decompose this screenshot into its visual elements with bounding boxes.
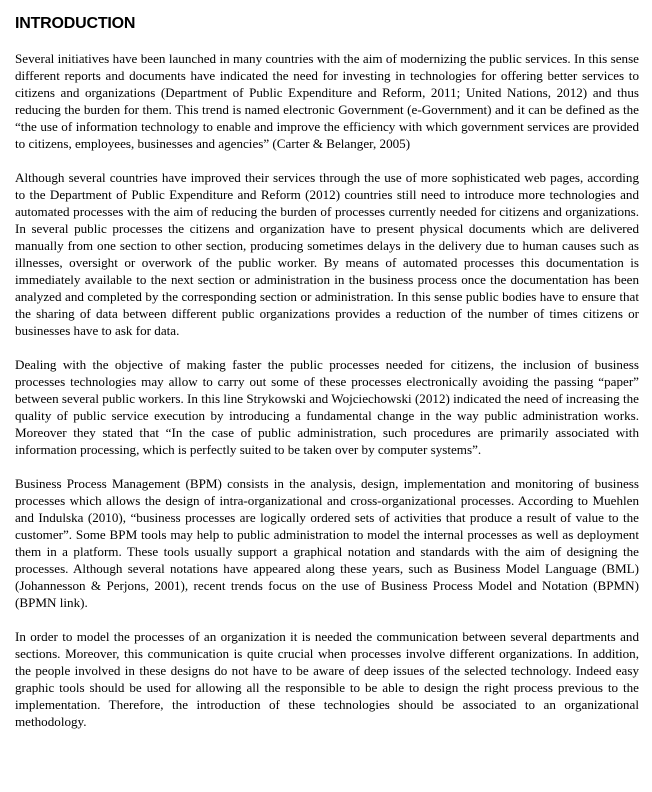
paragraph-3: Dealing with the objective of making faster the public processes needed for citizens, the inclusion of business processes technologies may allow to carry out some of these processes electronically avoiding the passing “paper” between several public workers. In this line Strykowski and Wojciechowski (2012) indicated the need of increasing the quality of public service execution by introducing a fundamental change in the way public administration works. Moreover they stated that “In the case of public administration, such procedures are primarily associated with information processing, which is perfectly suited to be taken over by computer systems”. [15, 357, 639, 457]
section-heading: INTRODUCTION [15, 15, 136, 32]
paragraph-4: Business Process Management (BPM) consists in the analysis, design, implementation and monitoring of business processes which allows the design of intra-organizational and cross-organizational processes. According to Muehlen and Indulska (2010), “business processes are logically ordered sets of activities that produce a result of value to the customer”. Some BPM tools may help to public administration to model the internal processes as well as deployment them in a platform. These tools usually support a graphical notation and standards with the aim of designing the processes. Although several notations have appeared along these years, such as Business Model Language (BML) (Johannesson & Perjons, 2001), recent trends focus on the use of Business Process Model and Notation (BPMN) (BPMN link). [15, 476, 639, 610]
document-page [15, 14, 639, 747]
paragraph-1: Several initiatives have been launched in many countries with the aim of modernizing the public services. In this sense different reports and documents have indicated the need for investing in technologies for offering better services to citizens and organizations (Department of Public Expenditure and Reform, 2011; United Nations, 2012) and thus reducing the burden for them. This trend is named electronic Government (e-Government) and it can be defined as the “the use of information technology to enable and improve the efficiency with which government services are provided to citizens, employees, businesses and agencies” (Carter & Belanger, 2005) [15, 51, 639, 151]
paragraph-2: Although several countries have improved their services through the use of more sophisticated web pages, according to the Department of Public Expenditure and Reform (2012) countries still need to introduce more technologies and automated processes with the aim of reducing the burden of processes currently needed for citizens and organizations. In several public processes the citizens and organization have to present physical documents which are delivered manually from one section to other section, producing sometimes delays in the delivery due to human causes such as illnesses, oversight or overwork of the public worker. By means of automated processes this documentation is immediately available to the next section or administration in the business process once the documentation has been analyzed and completed by the corresponding section or administration. In this sense public bodies have to ensure that the sharing of data between different public organizations provides a reduction of the number of times citizens or businesses have to ask for data. [15, 170, 639, 338]
paragraph-5: In order to model the processes of an organization it is needed the communication between several departments and sections. Moreover, this communication is quite crucial when processes involve different organizations. In addition, the people involved in these designs do not have to be aware of deep issues of the selected technology. Indeed easy graphic tools should be used for allowing all the responsible to be able to design the right process previous to the implementation. Therefore, the introduction of these technologies should be associated to an organizational methodology. [15, 629, 639, 729]
